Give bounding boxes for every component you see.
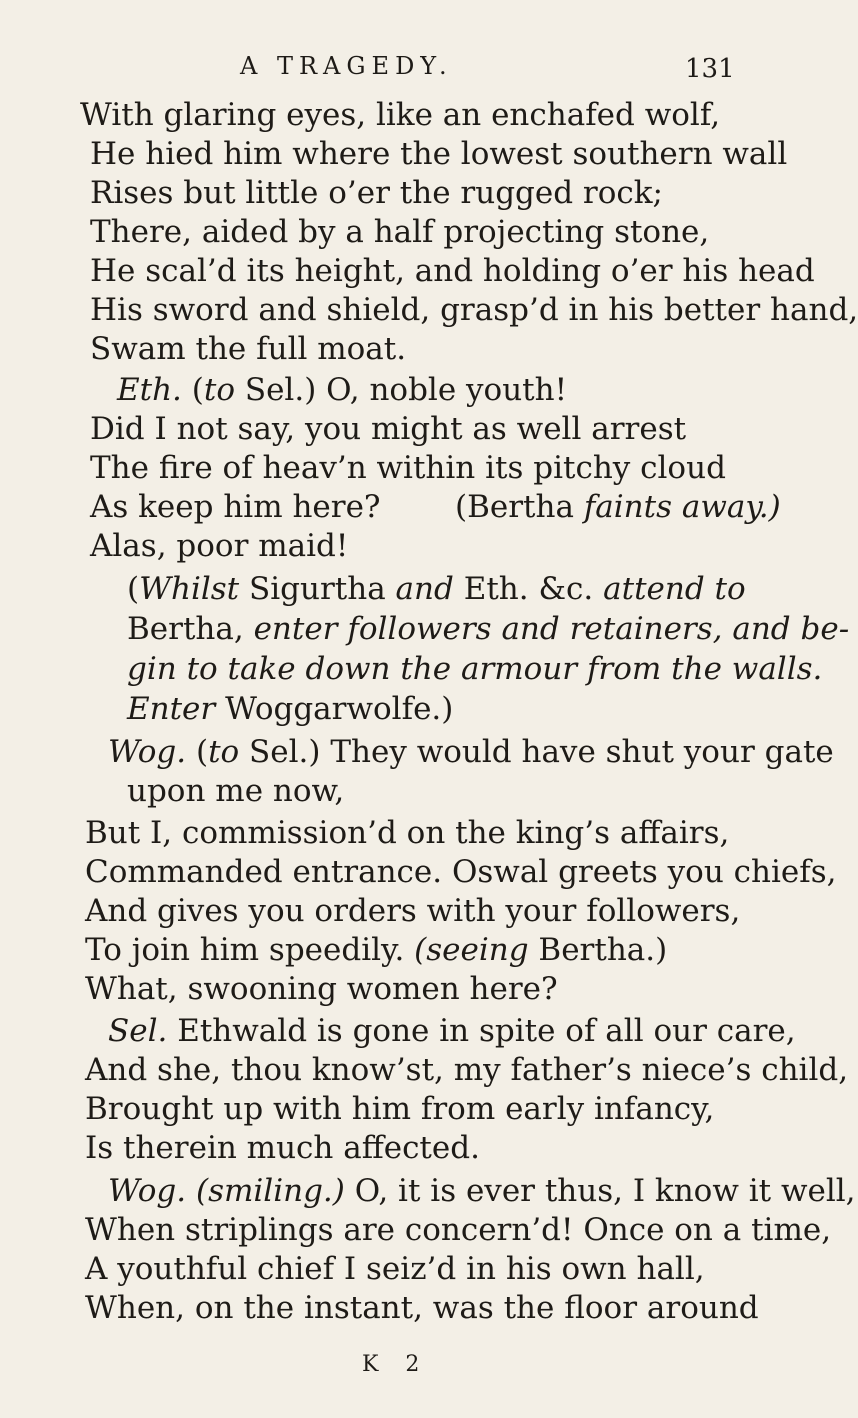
text-line (85, 892, 740, 930)
text-segment (186, 1173, 196, 1209)
text-line (90, 174, 663, 212)
italic-segment: enter followers and retainers, and be- (253, 611, 850, 647)
text-segment: Alas, poor maid! (90, 528, 349, 564)
italic-segment: and (395, 571, 454, 607)
text-segment: Did I not say, you might as well arrest (90, 411, 687, 447)
text-line (85, 1250, 705, 1288)
italic-segment: Enter (127, 691, 216, 727)
text-segment: Brought up with him from early infancy, (85, 1091, 715, 1127)
text-segment: Rises but little o’er the rugged rock; (90, 175, 664, 211)
text-line (127, 650, 822, 688)
text-segment: Woggarwolfe.) (215, 691, 454, 727)
italic-segment: gin to take down the armour from the walls. (127, 651, 823, 687)
text-line (85, 1211, 831, 1249)
text-segment: ( (186, 734, 209, 770)
text-line (108, 1172, 856, 1210)
text-line (85, 1289, 759, 1327)
text-line (90, 410, 686, 448)
italic-segment: Eth. (117, 372, 182, 408)
text-segment: Swam the full moat. (90, 331, 407, 367)
text-segment: His sword and shield, grasp’d in his better hand, (90, 292, 858, 328)
text-line (127, 570, 746, 608)
text-line (90, 527, 348, 565)
running-head: A TRAGEDY. (240, 52, 453, 80)
text-segment: Commanded entrance. Oswal greets you chiefs, (85, 854, 837, 890)
text-segment: A youthful chief I seiz’d in his own hall, (85, 1251, 705, 1287)
text-line (108, 1012, 796, 1050)
text-segment: O, it is ever thus, I know it well, (344, 1173, 856, 1209)
text-line (108, 733, 834, 771)
text-line (127, 772, 344, 810)
text-line (90, 213, 709, 251)
text-segment: What, swooning women here? (85, 971, 558, 1007)
italic-segment: (seeing (414, 932, 529, 968)
italic-segment: faints away.) (583, 489, 781, 525)
text-line (85, 853, 836, 891)
text-segment: He hied him where the lowest southern wall (90, 136, 788, 172)
text-line (90, 252, 815, 290)
text-segment: And she, thou know’st, my father’s niece’s child, (85, 1052, 849, 1088)
stage-direction-aside (455, 488, 781, 526)
text-segment: When, on the instant, was the floor around (85, 1290, 759, 1326)
text-line (90, 330, 406, 368)
text-segment: ( (127, 571, 140, 607)
text-segment: Bertha, (127, 611, 254, 647)
italic-segment: Sel. (108, 1013, 168, 1049)
text-line (90, 291, 858, 329)
text-line (90, 135, 787, 173)
text-line (85, 931, 667, 969)
italic-segment: Whilst (139, 571, 240, 607)
italic-segment: (smiling.) (195, 1173, 345, 1209)
text-segment: Bertha.) (528, 932, 668, 968)
text-line (127, 690, 453, 728)
text-segment: There, aided by a half projecting stone, (90, 214, 710, 250)
text-line (85, 814, 729, 852)
signature-mark: K 2 (362, 1352, 430, 1377)
text-segment: upon me now, (127, 773, 345, 809)
text-segment: And gives you orders with your followers, (85, 893, 741, 929)
text-segment: ( (181, 372, 204, 408)
page-number: 131 (685, 54, 735, 84)
italic-segment: attend to (603, 571, 746, 607)
italic-segment: Wog. (108, 1173, 187, 1209)
text-segment: As keep him here? (90, 489, 381, 525)
italic-segment: Wog. (108, 734, 187, 770)
text-segment: When striplings are concern’d! Once on a time, (85, 1212, 832, 1248)
text-segment: Sel.) O, noble youth! (234, 372, 568, 408)
text-segment: To join him speedily. (85, 932, 415, 968)
text-line (85, 970, 558, 1008)
text-segment: With glaring eyes, like an enchafed wolf, (80, 97, 721, 133)
text-segment: Sel.) They would have shut your gate (239, 734, 834, 770)
text-line (80, 96, 720, 134)
italic-segment: to (208, 734, 240, 770)
italic-segment: to (203, 372, 235, 408)
text-segment: He scal’d its height, and holding o’er his head (90, 253, 815, 289)
text-segment: Eth. &c. (453, 571, 604, 607)
text-line (117, 371, 567, 409)
text-line (85, 1129, 480, 1167)
text-segment: Ethwald is gone in spite of all our care, (167, 1013, 796, 1049)
text-line (90, 488, 381, 526)
page-header (0, 52, 800, 92)
text-segment: The fire of heav’n within its pitchy cloud (90, 450, 726, 486)
text-segment: Is therein much affected. (85, 1130, 480, 1166)
text-segment: Sigurtha (239, 571, 396, 607)
text-segment: (Bertha (455, 489, 584, 525)
text-line (85, 1090, 714, 1128)
text-line (127, 610, 849, 648)
text-segment: But I, commission’d on the king’s affairs, (85, 815, 730, 851)
text-line (90, 449, 726, 487)
text-line (85, 1051, 848, 1089)
